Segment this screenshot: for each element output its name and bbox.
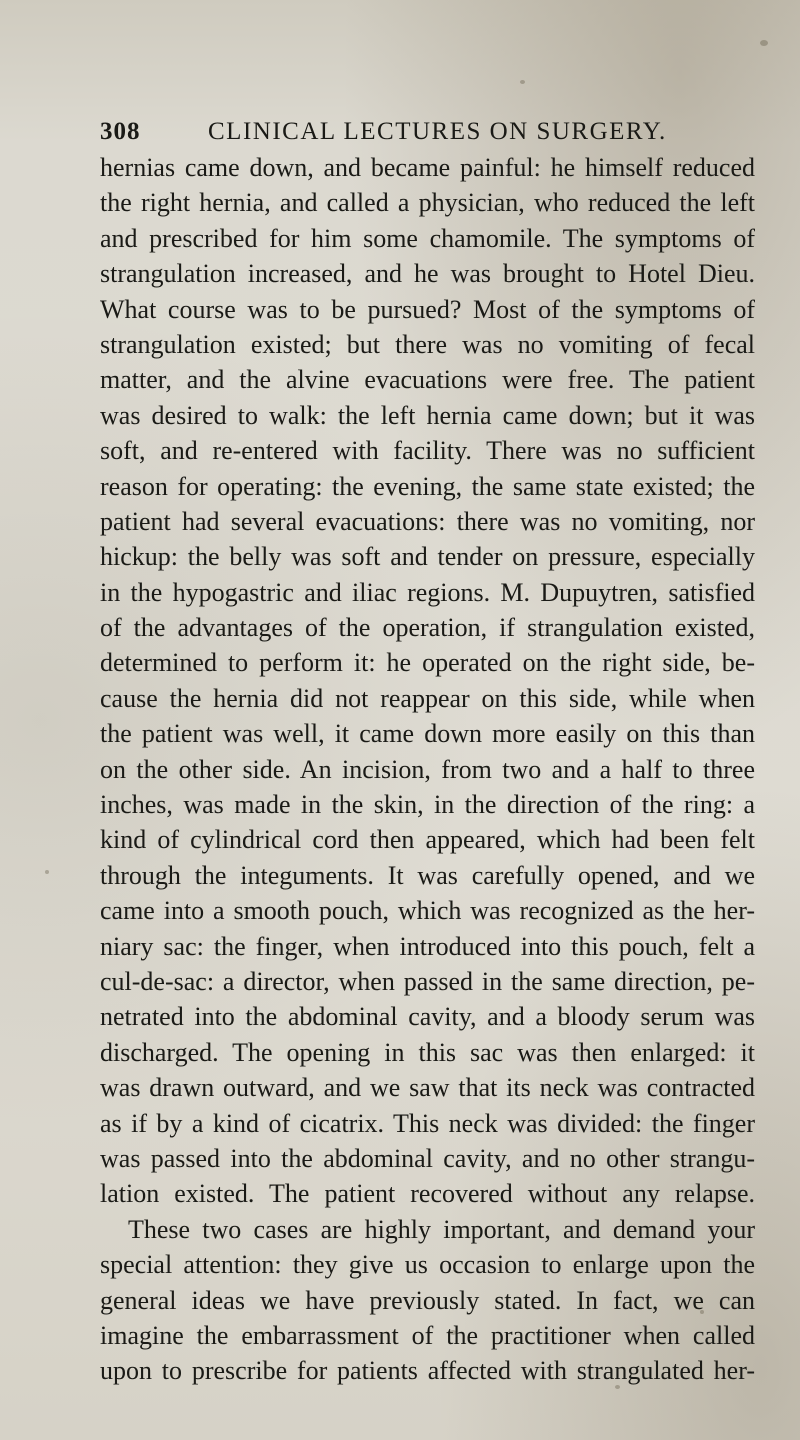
text-line: hickup: the belly was soft and tender on pressure, especially xyxy=(100,542,755,572)
text-line: cul-de-sac: a director, when passed in the same direction, pe- xyxy=(100,966,755,996)
running-title: CLINICAL LECTURES ON SURGERY. xyxy=(208,118,667,145)
text-line: was desired to walk: the left hernia came down; but it was xyxy=(100,400,755,430)
text-line: imagine the embarrassment of the practitioner when called xyxy=(100,1320,755,1350)
text-line: reason for operating: the evening, the same state existed; the xyxy=(100,471,755,501)
text-line: the patient was well, it came down more easily on this than xyxy=(100,719,755,749)
text-line: kind of cylindrical cord then appeared, which had been felt xyxy=(100,825,755,855)
text-line: strangulation existed; but there was no vomiting of fecal xyxy=(100,329,755,359)
paper-speckle xyxy=(450,1330,456,1335)
paper-speckle xyxy=(615,1385,620,1389)
text-line: was passed into the abdominal cavity, and no other strangu- xyxy=(100,1143,755,1173)
text-line: as if by a kind of cicatrix. This neck was divided: the finger xyxy=(100,1108,755,1138)
body-text xyxy=(100,150,755,1389)
text-line: in the hypogastric and iliac regions. M. Dupuytren, satisfied xyxy=(100,577,755,607)
text-line: was drawn outward, and we saw that its neck was contracted xyxy=(100,1073,755,1103)
text-line: What course was to be pursued? Most of the symptoms of xyxy=(100,294,755,324)
text-line: the right hernia, and called a physician, who reduced the left xyxy=(100,188,755,218)
text-line: lation existed. The patient recovered without any relapse. xyxy=(100,1179,755,1209)
text-line: upon to prescribe for patients affected with strangulated her- xyxy=(100,1356,755,1386)
text-line: netrated into the abdominal cavity, and a bloody serum was xyxy=(100,1002,755,1032)
text-line: and prescribed for him some chamomile. The symptoms of xyxy=(100,223,755,253)
text-line: came into a smooth pouch, which was recognized as the her- xyxy=(100,896,755,926)
text-line: matter, and the alvine evacuations were free. The patient xyxy=(100,365,755,395)
paper-speckle xyxy=(760,40,768,46)
text-line: determined to perform it: he operated on the right side, be- xyxy=(100,648,755,678)
text-line: of the advantages of the operation, if strangulation existed, xyxy=(100,613,755,643)
text-line-paragraph-start: These two cases are highly important, and demand your xyxy=(128,1214,755,1244)
text-line: inches, was made in the skin, in the direction of the ring: a xyxy=(100,790,755,820)
paper-speckle xyxy=(700,1310,704,1314)
text-line: cause the hernia did not reappear on this side, while when xyxy=(100,683,755,713)
text-line: through the integuments. It was carefully opened, and we xyxy=(100,860,755,890)
text-line: niary sac: the finger, when introduced into this pouch, felt a xyxy=(100,931,755,961)
text-line: special attention: they give us occasion to enlarge upon the xyxy=(100,1250,755,1280)
text-line: on the other side. An incision, from two and a half to three xyxy=(100,754,755,784)
text-line: patient had several evacuations: there was no vomiting, nor xyxy=(100,506,755,536)
text-line: strangulation increased, and he was brought to Hotel Dieu. xyxy=(100,259,755,289)
page-header xyxy=(100,112,740,152)
text-line: discharged. The opening in this sac was then enlarged: it xyxy=(100,1037,755,1067)
page-number: 308 xyxy=(100,118,141,145)
text-line: hernias came down, and became painful: he himself reduced xyxy=(100,153,755,182)
text-line: soft, and re-entered with facility. There was no sufficient xyxy=(100,436,755,466)
text-line: general ideas we have previously stated. In fact, we can xyxy=(100,1285,755,1315)
paper-speckle xyxy=(520,80,525,84)
paper-speckle xyxy=(45,870,49,874)
